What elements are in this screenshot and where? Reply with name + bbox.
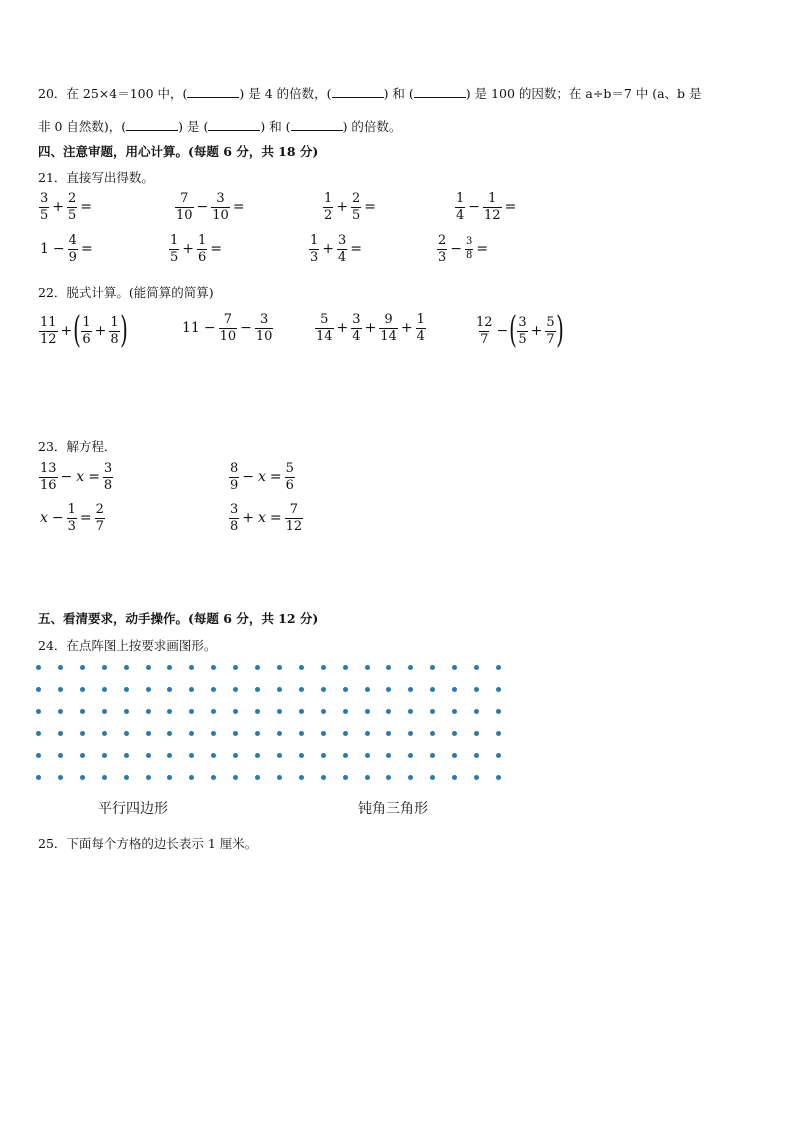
grid-dot[interactable]	[277, 665, 282, 670]
q21-expr-1: $\frac{3}{5}$ + $\frac{2}{5}$ =	[40, 191, 93, 223]
grid-dot[interactable]	[277, 687, 282, 692]
grid-dot[interactable]	[474, 709, 479, 714]
grid-dot[interactable]	[124, 731, 129, 736]
grid-dot[interactable]	[408, 775, 413, 780]
grid-dot[interactable]	[386, 753, 391, 758]
grid-dot[interactable]	[321, 709, 326, 714]
q22-expr-1: $\frac{11}{12}$ + ( $\frac{1}{6}$ + $\frac{1}{8}$ )	[40, 310, 128, 351]
grid-dot[interactable]	[474, 687, 479, 692]
grid-dot[interactable]	[167, 753, 172, 758]
fraction: $\frac{2}{7}$	[95, 502, 104, 534]
grid-dot[interactable]	[233, 753, 238, 758]
grid-dot[interactable]	[80, 753, 85, 758]
q21-expr-4: $\frac{1}{4}$ − $\frac{1}{12}$ =	[456, 191, 517, 223]
grid-dot[interactable]	[146, 709, 151, 714]
grid-dot[interactable]	[299, 753, 304, 758]
grid-dot[interactable]	[321, 731, 326, 736]
fraction: $\frac{11}{12}$	[40, 314, 57, 347]
fraction: $\frac{1}{5}$	[170, 233, 179, 265]
grid-dot[interactable]	[211, 687, 216, 692]
grid-dot[interactable]	[386, 731, 391, 736]
grid-dot[interactable]	[365, 709, 370, 714]
q22-expr-3: $\frac{5}{14}$ + $\frac{3}{4}$ + $\frac{9}{14}$ + $\frac{1}{4}$	[316, 312, 425, 344]
grid-dot[interactable]	[321, 665, 326, 670]
answer-blank[interactable]	[414, 86, 466, 98]
grid-dot[interactable]	[102, 753, 107, 758]
fraction: $\frac{3}{5}$	[40, 191, 49, 223]
fraction: $\frac{7}{10}$	[176, 191, 193, 223]
section-5-title: 五、看清要求，动手操作。(每题 6 分，共 12 分)	[38, 611, 319, 626]
grid-dot[interactable]	[167, 731, 172, 736]
grid-dot[interactable]	[36, 775, 41, 780]
grid-dot[interactable]	[124, 665, 129, 670]
grid-dot[interactable]	[365, 775, 370, 780]
fraction: $\frac{1}{6}$	[82, 314, 91, 347]
fraction: $\frac{5}{14}$	[316, 312, 333, 344]
grid-dot[interactable]	[452, 731, 457, 736]
grid-dot[interactable]	[189, 731, 194, 736]
fraction: $\frac{5}{7}$	[546, 314, 555, 347]
answer-blank[interactable]	[208, 119, 260, 131]
grid-dot[interactable]	[474, 731, 479, 736]
grid-dot[interactable]	[299, 687, 304, 692]
grid-dot[interactable]	[146, 687, 151, 692]
grid-dot[interactable]	[233, 731, 238, 736]
grid-dot[interactable]	[496, 731, 501, 736]
grid-dot[interactable]	[430, 753, 435, 758]
q23-equation-4: $\frac{3}{8}$ + x = $\frac{7}{12}$	[230, 502, 303, 534]
grid-dot[interactable]	[211, 775, 216, 780]
grid-dot[interactable]	[102, 775, 107, 780]
grid-dot[interactable]	[211, 753, 216, 758]
obtuse-triangle-label: 钝角三角形	[358, 801, 428, 817]
question-21-title: 21．直接写出得数。	[38, 170, 154, 185]
grid-dot[interactable]	[386, 709, 391, 714]
grid-dot[interactable]	[408, 753, 413, 758]
grid-dot[interactable]	[408, 709, 413, 714]
q22-expr-4: $\frac{12}{7}$ − ( $\frac{3}{5}$ + $\frac{5}{7}$ )	[476, 310, 564, 351]
grid-dot[interactable]	[365, 665, 370, 670]
grid-dot[interactable]	[343, 731, 348, 736]
grid-dot[interactable]	[408, 731, 413, 736]
grid-dot[interactable]	[255, 687, 260, 692]
grid-dot[interactable]	[408, 687, 413, 692]
grid-dot[interactable]	[343, 753, 348, 758]
grid-dot[interactable]	[102, 709, 107, 714]
q21-expr-2: $\frac{7}{10}$ − $\frac{3}{10}$ =	[176, 191, 245, 223]
q21-expr-5: 1 − $\frac{4}{9}$ =	[40, 233, 93, 265]
grid-dot[interactable]	[386, 775, 391, 780]
grid-dot[interactable]	[36, 753, 41, 758]
grid-dot[interactable]	[343, 665, 348, 670]
grid-dot[interactable]	[430, 775, 435, 780]
grid-dot[interactable]	[146, 665, 151, 670]
grid-dot[interactable]	[189, 687, 194, 692]
grid-dot[interactable]	[124, 775, 129, 780]
grid-dot[interactable]	[102, 687, 107, 692]
grid-dot[interactable]	[452, 709, 457, 714]
fraction: $\frac{1}{3}$	[67, 502, 76, 534]
fraction: $\frac{1}{4}$	[456, 191, 465, 223]
grid-dot[interactable]	[452, 753, 457, 758]
grid-dot[interactable]	[365, 731, 370, 736]
grid-dot[interactable]	[255, 775, 260, 780]
fraction: $\frac{2}{5}$	[68, 191, 77, 223]
question-24-title: 24．在点阵图上按要求画图形。	[38, 638, 217, 653]
grid-dot[interactable]	[277, 709, 282, 714]
grid-dot[interactable]	[102, 665, 107, 670]
grid-dot[interactable]	[233, 775, 238, 780]
grid-dot[interactable]	[474, 753, 479, 758]
section-4-title: 四、注意审题，用心计算。(每题 6 分，共 18 分)	[38, 144, 319, 159]
grid-dot[interactable]	[167, 665, 172, 670]
fraction: $\frac{3}{4}$	[338, 233, 347, 265]
grid-dot[interactable]	[189, 775, 194, 780]
grid-dot[interactable]	[167, 709, 172, 714]
grid-dot[interactable]	[474, 775, 479, 780]
grid-dot[interactable]	[299, 775, 304, 780]
grid-dot[interactable]	[430, 665, 435, 670]
grid-dot[interactable]	[146, 775, 151, 780]
grid-dot[interactable]	[124, 753, 129, 758]
grid-dot[interactable]	[189, 709, 194, 714]
question-23-title: 23．解方程．	[38, 439, 117, 454]
answer-blank[interactable]	[126, 119, 178, 131]
q21-expr-8: $\frac{2}{3}$ − $\frac{3}{8}$ =	[438, 233, 489, 265]
grid-dot[interactable]	[58, 775, 63, 780]
grid-dot[interactable]	[474, 665, 479, 670]
fraction: $\frac{12}{7}$	[476, 314, 493, 347]
answer-blank[interactable]	[291, 119, 343, 131]
grid-dot[interactable]	[430, 709, 435, 714]
q23-equation-2: $\frac{8}{9}$ − x = $\frac{5}{6}$	[230, 461, 294, 493]
grid-dot[interactable]	[496, 665, 501, 670]
grid-dot[interactable]	[80, 775, 85, 780]
grid-dot[interactable]	[167, 775, 172, 780]
grid-dot[interactable]	[452, 665, 457, 670]
fraction: $\frac{3}{10}$	[212, 191, 229, 223]
grid-dot[interactable]	[189, 753, 194, 758]
grid-dot[interactable]	[58, 665, 63, 670]
grid-dot[interactable]	[80, 731, 85, 736]
question-20-line1: 20．在 25×4＝100 中，( ) 是 4 的倍数，( ) 和 ( ) 是 100 的因数；在 a÷b＝7 中 (a、b 是	[38, 86, 702, 101]
grid-dot[interactable]	[58, 709, 63, 714]
fraction: $\frac{3}{10}$	[255, 312, 273, 344]
fraction: $\frac{13}{16}$	[40, 461, 57, 493]
grid-dot[interactable]	[321, 687, 326, 692]
fraction: $\frac{2}{3}$	[438, 233, 447, 265]
q21-expr-3: $\frac{1}{2}$ + $\frac{2}{5}$ =	[324, 191, 377, 223]
grid-dot[interactable]	[255, 665, 260, 670]
fraction: $\frac{9}{14}$	[380, 312, 397, 344]
grid-dot[interactable]	[255, 709, 260, 714]
fraction: $\frac{2}{5}$	[352, 191, 361, 223]
grid-dot[interactable]	[80, 687, 85, 692]
grid-dot[interactable]	[343, 775, 348, 780]
fraction: $\frac{1}{12}$	[484, 191, 501, 223]
grid-dot[interactable]	[146, 731, 151, 736]
grid-dot[interactable]	[299, 709, 304, 714]
fraction: $\frac{1}{4}$	[416, 312, 425, 344]
fraction: $\frac{3}{4}$	[352, 312, 361, 344]
fraction: $\frac{7}{12}$	[285, 502, 303, 534]
fraction: $\frac{3}{8}$	[103, 461, 113, 493]
grid-dot[interactable]	[408, 665, 413, 670]
grid-dot[interactable]	[386, 665, 391, 670]
dot-grid[interactable]	[36, 665, 516, 785]
q23-equation-1: $\frac{13}{16}$ − x = $\frac{3}{8}$	[40, 461, 113, 493]
grid-dot[interactable]	[36, 687, 41, 692]
fraction: $\frac{4}{9}$	[68, 233, 77, 265]
q23-equation-3: x − $\frac{1}{3}$ = $\frac{2}{7}$	[40, 502, 104, 534]
grid-dot[interactable]	[211, 731, 216, 736]
answer-blank[interactable]	[332, 86, 384, 98]
grid-dot[interactable]	[189, 665, 194, 670]
grid-dot[interactable]	[386, 687, 391, 692]
grid-dot[interactable]	[277, 731, 282, 736]
fraction: $\frac{3}{8}$	[230, 502, 239, 534]
grid-dot[interactable]	[36, 731, 41, 736]
fraction: $\frac{1}{6}$	[198, 233, 207, 265]
grid-dot[interactable]	[211, 665, 216, 670]
fraction: $\frac{8}{9}$	[230, 461, 239, 493]
grid-dot[interactable]	[146, 753, 151, 758]
grid-dot[interactable]	[102, 731, 107, 736]
grid-dot[interactable]	[36, 665, 41, 670]
grid-dot[interactable]	[80, 709, 85, 714]
q21-expr-7: $\frac{1}{3}$ + $\frac{3}{4}$ =	[310, 233, 363, 265]
grid-dot[interactable]	[321, 775, 326, 780]
fraction: $\frac{1}{8}$	[110, 314, 119, 347]
grid-dot[interactable]	[211, 709, 216, 714]
grid-dot[interactable]	[277, 775, 282, 780]
grid-dot[interactable]	[299, 665, 304, 670]
q22-expr-2: 11 − $\frac{7}{10}$ − $\frac{3}{10}$	[182, 312, 273, 344]
question-25-title: 25．下面每个方格的边长表示 1 厘米。	[38, 836, 258, 851]
grid-dot[interactable]	[299, 731, 304, 736]
grid-dot[interactable]	[255, 753, 260, 758]
grid-dot[interactable]	[167, 687, 172, 692]
grid-dot[interactable]	[365, 753, 370, 758]
grid-dot[interactable]	[343, 687, 348, 692]
grid-dot[interactable]	[36, 709, 41, 714]
fraction: $\frac{1}{2}$	[324, 191, 333, 223]
question-20-line2: 非 0 自然数)，( ) 是 ( ) 和 ( ) 的倍数。	[38, 119, 402, 134]
grid-dot[interactable]	[124, 687, 129, 692]
grid-dot[interactable]	[80, 665, 85, 670]
grid-dot[interactable]	[124, 709, 129, 714]
grid-dot[interactable]	[496, 753, 501, 758]
grid-dot[interactable]	[277, 753, 282, 758]
grid-dot[interactable]	[233, 665, 238, 670]
fraction: $\frac{7}{10}$	[219, 312, 237, 344]
grid-dot[interactable]	[58, 687, 63, 692]
question-22-title: 22．脱式计算。(能简算的简算)	[38, 285, 214, 300]
answer-blank[interactable]	[187, 86, 239, 98]
parallelogram-label: 平行四边形	[98, 801, 168, 817]
grid-dot[interactable]	[452, 775, 457, 780]
fraction: $\frac{3}{5}$	[518, 314, 527, 347]
grid-dot[interactable]	[255, 731, 260, 736]
fraction: $\frac{1}{3}$	[310, 233, 319, 265]
grid-dot[interactable]	[496, 709, 501, 714]
grid-dot[interactable]	[496, 687, 501, 692]
grid-dot[interactable]	[430, 731, 435, 736]
fraction: $\frac{5}{6}$	[285, 461, 294, 493]
grid-dot[interactable]	[365, 687, 370, 692]
q21-expr-6: $\frac{1}{5}$ + $\frac{1}{6}$ =	[170, 233, 223, 265]
fraction: $\frac{3}{8}$	[466, 236, 473, 261]
grid-dot[interactable]	[496, 775, 501, 780]
grid-dot[interactable]	[430, 687, 435, 692]
grid-dot[interactable]	[58, 753, 63, 758]
grid-dot[interactable]	[343, 709, 348, 714]
grid-dot[interactable]	[321, 753, 326, 758]
grid-dot[interactable]	[58, 731, 63, 736]
grid-dot[interactable]	[452, 687, 457, 692]
grid-dot[interactable]	[233, 709, 238, 714]
grid-dot[interactable]	[233, 687, 238, 692]
